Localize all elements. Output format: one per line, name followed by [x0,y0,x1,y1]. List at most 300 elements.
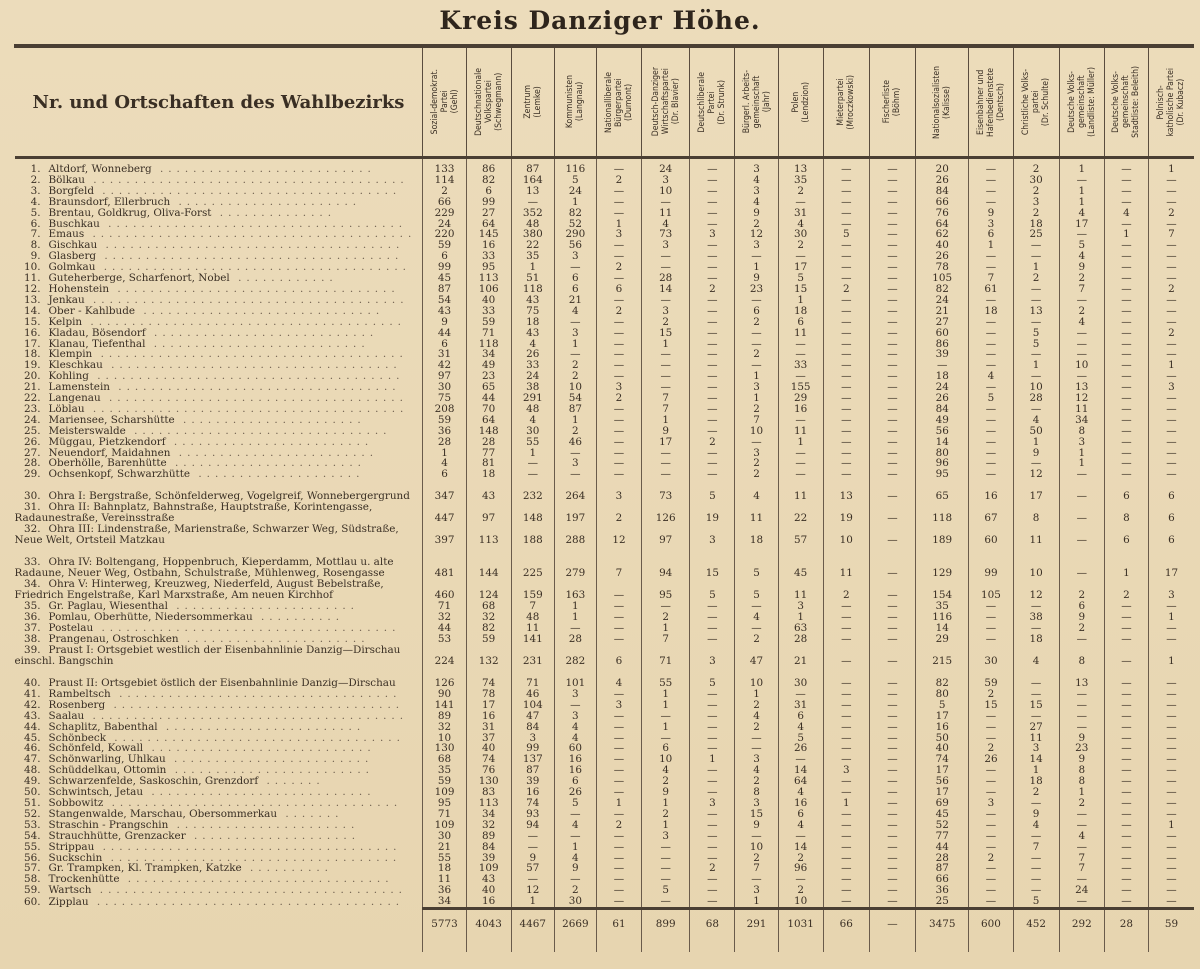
vote-cell: 56 [554,240,596,251]
vote-cell: 1 [1059,448,1104,459]
vote-cell: — [642,733,690,744]
vote-cell: 16 [969,480,1013,502]
vote-cell: 7 [1148,229,1194,240]
vote-cell: — [554,469,596,480]
vote-cell: 74 [511,798,554,809]
vote-cell: 4 [1013,645,1059,667]
vote-cell: — [1148,634,1194,645]
district-name: Ohra V: Hinterweg, Kreuzweg, Niederfeld, August Bebelstraße, Friedrich Engelstraße, Karl Marxstraße, Am neuen Kirchhof [14,579,384,602]
vote-cell: 12 [1013,579,1059,601]
vote-cell: 84 [466,842,511,853]
header-party-4 [596,48,641,158]
vote-cell: — [869,393,915,404]
vote-cell: 9 [1059,262,1104,273]
vote-cell: — [690,219,735,230]
vote-cell: — [690,623,735,634]
vote-cell: 5 [916,700,969,711]
vote-cell: 18 [423,863,466,874]
vote-cell: 2 [554,360,596,371]
vote-cell: — [1013,689,1059,700]
vote-cell: — [969,382,1013,393]
vote-cell: — [969,469,1013,480]
vote-cell: 159 [511,579,554,601]
vote-cell: — [1059,874,1104,885]
vote-cell: — [823,874,869,885]
vote-cell: — [969,765,1013,776]
page-title: Kreis Danziger Höhe. [439,6,761,35]
vote-cell: — [778,339,823,350]
vote-cell: — [969,787,1013,798]
district-number: 30. [23,490,41,503]
vote-cell: 1 [778,295,823,306]
vote-cell: — [690,831,735,842]
total-cell: 28 [1104,909,1148,939]
vote-cell: — [869,360,915,371]
vote-cell: 9 [554,863,596,874]
vote-cell: 55 [642,667,690,689]
vote-cell: 32 [423,722,466,733]
vote-cell: 97 [466,502,511,524]
leader-dots: ........................... [145,327,379,339]
district-name: Klempin [48,349,93,361]
district-cell [15,809,423,820]
leader-dots: .................................... [99,218,408,230]
vote-cell: 3 [735,798,778,809]
vote-cell: 24 [916,382,969,393]
vote-cell: 96 [916,458,969,469]
vote-cell: — [642,360,690,371]
vote-cell: 9 [735,820,778,831]
vote-cell: — [596,601,641,612]
vote-cell: 64 [466,219,511,230]
vote-cell: — [823,645,869,667]
vote-cell: — [1148,339,1194,350]
vote-cell: 1 [1148,360,1194,371]
vote-cell: 118 [466,339,511,350]
vote-cell: — [969,711,1013,722]
leader-dots: .................... [185,830,361,842]
vote-cell: — [554,700,596,711]
vote-cell: 10 [642,186,690,197]
vote-cell: — [1148,393,1194,404]
vote-cell: — [1013,284,1059,295]
leader-dots: .......... [241,863,333,875]
vote-cell: 18 [1013,634,1059,645]
district-number: 3. [30,185,41,197]
vote-cell: 3 [642,831,690,842]
total-cell: 291 [735,909,778,939]
district-name: Hohenstein [48,283,110,295]
district-name: Golmkau [48,262,96,274]
vote-cell: — [1013,295,1059,306]
district-cell [15,689,423,700]
vote-cell: — [778,469,823,480]
district-number: 33. [23,556,41,569]
vote-cell: — [823,776,869,787]
vote-cell: 1 [423,448,466,459]
vote-cell: — [869,820,915,831]
vote-cell: — [1104,273,1148,284]
vote-cell: — [1104,623,1148,634]
vote-cell: 6 [466,186,511,197]
vote-cell: — [1104,197,1148,208]
vote-cell: 73 [642,480,690,502]
vote-cell: 32 [466,612,511,623]
vote-cell: — [596,863,641,874]
vote-cell: — [869,743,915,754]
vote-cell: 4 [554,722,596,733]
district-name: Klanau, Tiefenthal [48,338,146,350]
vote-cell: — [690,393,735,404]
empty-cell [823,938,869,952]
vote-cell: 5 [778,273,823,284]
vote-cell: — [554,448,596,459]
vote-cell: 2 [735,469,778,480]
vote-cell: 290 [554,229,596,240]
vote-cell: 27 [1013,722,1059,733]
vote-cell: — [1148,197,1194,208]
vote-cell: — [1059,339,1104,350]
vote-cell: — [1013,853,1059,864]
vote-cell: 25 [1013,229,1059,240]
vote-cell: 4 [554,853,596,864]
vote-cell: — [1104,765,1148,776]
vote-cell: 30 [554,896,596,908]
vote-cell: — [642,601,690,612]
vote-cell: 11 [1013,733,1059,744]
vote-cell: 2 [642,776,690,787]
vote-cell: 4 [735,612,778,623]
district-number: 53. [23,819,41,831]
vote-cell: — [1013,371,1059,382]
vote-cell: — [1104,295,1148,306]
vote-cell: — [969,809,1013,820]
vote-cell: 14 [642,284,690,295]
vote-cell: 73 [642,229,690,240]
vote-cell: — [1148,853,1194,864]
vote-cell: 16 [554,765,596,776]
table-row [15,393,1195,404]
vote-cell: — [969,197,1013,208]
vote-cell: — [1104,842,1148,853]
vote-cell: 3 [823,765,869,776]
vote-cell: 5 [778,733,823,744]
vote-cell: 1 [1059,197,1104,208]
vote-cell: 40 [466,743,511,754]
vote-cell: 2 [969,689,1013,700]
vote-cell: — [1013,317,1059,328]
vote-cell: 51 [511,273,554,284]
vote-cell: 1 [642,700,690,711]
vote-cell: 11 [778,579,823,601]
vote-cell: — [1148,863,1194,874]
district-cell [15,623,423,634]
vote-cell: — [735,601,778,612]
vote-cell: — [596,317,641,328]
district-number: 22. [23,393,41,404]
vote-cell: 3 [642,240,690,251]
vote-cell: 17 [916,711,969,722]
table-row [15,765,1195,776]
vote-cell: 2 [823,579,869,601]
vote-cell: — [642,469,690,480]
table-row [15,689,1195,700]
vote-cell: 87 [511,158,554,175]
vote-cell: 43 [466,480,511,502]
district-number: 41. [23,688,41,700]
vote-cell: — [1013,251,1059,262]
vote-cell: 94 [511,820,554,831]
district-name: Strippau [48,841,95,853]
vote-cell: — [869,579,915,601]
vote-cell: — [869,448,915,459]
vote-cell: 3 [778,601,823,612]
header-party-15 [1104,48,1148,158]
vote-cell: — [869,842,915,853]
table-row [15,480,1195,502]
vote-cell: — [511,469,554,480]
vote-cell: 29 [778,393,823,404]
vote-cell: — [869,896,915,908]
vote-cell: 12 [1013,469,1059,480]
vote-cell: — [554,349,596,360]
vote-cell: — [1104,415,1148,426]
vote-cell: 13 [1059,667,1104,689]
vote-cell: — [690,415,735,426]
vote-cell: 10 [823,524,869,546]
vote-cell: 8 [1059,645,1104,667]
vote-cell: 3 [554,251,596,262]
vote-cell: — [778,349,823,360]
vote-cell: — [869,623,915,634]
vote-cell: 43 [511,328,554,339]
vote-cell: 17 [916,765,969,776]
vote-cell: — [823,382,869,393]
vote-cell: 2 [1059,579,1104,601]
vote-cell: — [690,612,735,623]
vote-cell: — [642,448,690,459]
vote-cell: — [869,480,915,502]
vote-cell: 2 [690,437,735,448]
vote-cell: — [1013,349,1059,360]
vote-cell: 28 [778,634,823,645]
vote-cell: 17 [1059,219,1104,230]
vote-cell: 18 [1013,219,1059,230]
district-cell [15,328,423,339]
header-party-label: Deutschliberale Partei (Dr. Strunk) [697,71,728,133]
totals-label-cell [15,909,423,939]
table-row [15,186,1195,197]
vote-cell: — [969,831,1013,842]
vote-cell: 4 [778,722,823,733]
district-cell [15,502,423,524]
vote-cell: — [1148,776,1194,787]
vote-cell: 447 [423,502,466,524]
district-name: Müggau, Pietzkendorf [48,436,166,448]
vote-cell: — [1104,711,1148,722]
vote-cell: — [596,612,641,623]
vote-cell: 30 [969,645,1013,667]
district-cell [15,667,423,689]
vote-cell: 4 [596,667,641,689]
vote-cell: — [1013,458,1059,469]
vote-cell: 35 [778,175,823,186]
vote-cell: 30 [1013,175,1059,186]
total-cell: 1031 [778,909,823,939]
vote-cell: 132 [466,645,511,667]
vote-cell: — [554,874,596,885]
vote-cell: 1 [735,371,778,382]
vote-cell: — [1148,404,1194,415]
vote-cell: 45 [423,273,466,284]
vote-cell: — [823,448,869,459]
total-cell: 3475 [916,909,969,939]
district-cell [15,776,423,787]
vote-cell: — [869,295,915,306]
vote-cell: 1 [642,722,690,733]
vote-cell: 40 [916,240,969,251]
vote-cell: 9 [1013,809,1059,820]
vote-cell: 347 [423,480,466,502]
leader-dots: ........................ [170,447,379,459]
vote-cell: 89 [466,831,511,842]
vote-cell: 10 [1013,382,1059,393]
vote-cell: 2 [596,393,641,404]
district-name: Strauchhütte, Grenzacker [48,830,186,842]
vote-cell: 28 [423,437,466,448]
vote-cell: 40 [466,885,511,896]
vote-cell: 26 [916,251,969,262]
vote-cell: 3 [690,798,735,809]
vote-cell: — [823,273,869,284]
header-party-label: Eisenbahner und Hafenbedienstete (Dentsch) [975,67,1006,137]
leader-dots: ...................... [167,601,359,613]
district-number: 13. [23,294,41,306]
vote-cell: 35 [916,601,969,612]
vote-cell: 24 [916,295,969,306]
district-cell [15,842,423,853]
vote-cell: 66 [916,197,969,208]
empty-cell [690,938,735,952]
vote-cell: — [969,295,1013,306]
vote-cell: 3 [1148,382,1194,393]
empty-cell [969,938,1013,952]
district-cell [15,382,423,393]
vote-cell: 3 [596,480,641,502]
vote-cell: 18 [778,306,823,317]
vote-cell: 32 [466,820,511,831]
vote-cell: 1 [969,240,1013,251]
table-row [15,831,1195,842]
vote-cell: 1 [1148,645,1194,667]
vote-cell: 7 [969,273,1013,284]
district-name: Mariensee, Scharshütte [48,414,175,426]
vote-cell: — [1104,317,1148,328]
district-name: Stangenwalde, Marschau, Obersommerkau [48,808,278,820]
vote-cell: 28 [916,853,969,864]
vote-cell: 3 [554,689,596,700]
vote-cell: — [969,175,1013,186]
vote-cell: — [1059,842,1104,853]
vote-cell: 71 [423,809,466,820]
district-number: 8. [30,240,41,252]
vote-cell: 124 [466,579,511,601]
vote-cell: 8 [735,787,778,798]
vote-cell: 282 [554,645,596,667]
district-name: Zipplau [48,896,89,908]
vote-cell: 49 [916,415,969,426]
vote-cell: 54 [554,393,596,404]
vote-cell: — [596,874,641,885]
district-number: 21. [23,382,41,394]
leader-dots: .................... [190,469,365,481]
vote-cell: 16 [466,711,511,722]
vote-cell: 30 [778,229,823,240]
vote-cell: 141 [423,700,466,711]
leader-dots: ........................ [165,754,374,766]
vote-cell: 1 [1059,458,1104,469]
district-cell [15,371,423,382]
table-row [15,339,1195,350]
vote-cell: — [735,251,778,262]
leader-dots: ...................... [174,414,366,426]
table-row [15,579,1195,601]
vote-cell: — [823,601,869,612]
vote-cell: — [690,317,735,328]
district-name: Saalau [48,710,85,722]
vote-cell: 16 [511,787,554,798]
vote-cell: 2 [1059,306,1104,317]
vote-cell: 9 [1013,448,1059,459]
vote-cell: — [1013,798,1059,809]
district-name: Schüddelkau, Ottomin [48,765,167,777]
vote-cell: — [1104,328,1148,339]
district-cell [15,240,423,251]
vote-cell: 18 [466,469,511,480]
vote-cell: — [869,645,915,667]
vote-cell: 6 [423,251,466,262]
vote-cell: 11 [778,328,823,339]
vote-cell: 4 [1059,208,1104,219]
vote-cell: 109 [466,863,511,874]
header-party-label: Kommunisten (Langnau) [565,75,586,129]
vote-cell: 113 [466,798,511,809]
total-cell: 66 [823,909,869,939]
district-name: Glasberg [48,251,97,263]
vote-cell: — [869,853,915,864]
vote-cell: — [596,765,641,776]
vote-cell: — [690,328,735,339]
vote-cell: — [869,339,915,350]
empty-cell [1104,938,1148,952]
vote-cell: 1 [642,689,690,700]
vote-cell: — [869,219,915,230]
vote-cell: 5 [690,667,735,689]
district-number: 6. [30,218,41,230]
table-row [15,546,1195,579]
vote-cell: 11 [823,546,869,579]
vote-cell: 26 [969,754,1013,765]
vote-cell: 20 [916,158,969,175]
vote-cell: — [823,328,869,339]
vote-cell: 145 [466,229,511,240]
vote-cell: — [1148,733,1194,744]
vote-cell: 291 [511,393,554,404]
vote-cell: 4 [642,219,690,230]
vote-cell: 9 [511,853,554,864]
district-name: Sobbowitz [48,797,104,809]
vote-cell: 155 [778,382,823,393]
